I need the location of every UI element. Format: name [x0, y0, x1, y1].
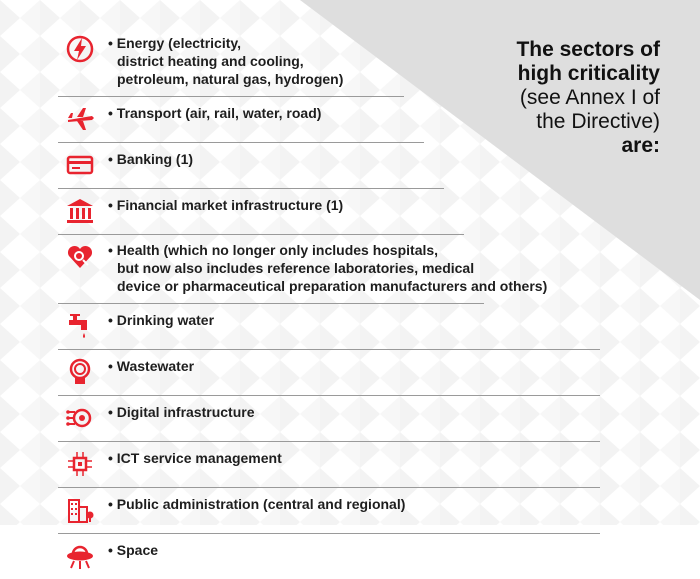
sector-text [102, 449, 282, 467]
airplane-icon [58, 104, 102, 134]
sector-text-line: • Banking (1) [108, 151, 194, 167]
sector-text-line: • Wastewater [108, 358, 195, 374]
sector-text [102, 34, 343, 88]
heading-line-2: high criticality [517, 62, 660, 85]
heading-line-1: The sectors of [516, 38, 660, 61]
sector-text-line: but now also includes reference laboratories, medical [117, 260, 475, 276]
sector-text [102, 241, 547, 295]
sector-text-line: • Financial market infrastructure (1) [108, 197, 344, 213]
sector-text [102, 150, 193, 168]
heading-line-3: (see Annex I of [519, 86, 660, 109]
heading-line-5: are: [621, 134, 660, 157]
sector-text-line: • Drinking water [108, 312, 215, 328]
sector-text [102, 104, 321, 122]
sector-text [102, 311, 214, 329]
sector-text-line: district heating and cooling, [117, 53, 304, 69]
sector-text-line: device or pharmaceutical preparation manufacturers and others) [117, 278, 548, 294]
city-buildings-icon [58, 495, 102, 525]
sector-text [102, 196, 343, 214]
sector-list [58, 30, 618, 579]
sector-row [58, 304, 618, 349]
sector-row [58, 396, 618, 441]
sector-text-line: • Digital infrastructure [108, 404, 255, 420]
sector-row [58, 189, 618, 234]
credit-card-icon [58, 150, 102, 180]
energy-icon [58, 34, 102, 64]
sector-row [58, 97, 618, 142]
sector-row [58, 143, 618, 188]
sector-text-line: • Space [108, 542, 159, 558]
chip-icon [58, 449, 102, 479]
sector-text-line: • Health (which no longer only includes hospitals, [108, 242, 439, 258]
sector-text-line: • Public administration (central and regional) [108, 496, 406, 512]
sector-row [58, 350, 618, 395]
sector-row [58, 534, 618, 579]
wastewater-pipe-icon [58, 357, 102, 387]
sector-row [58, 488, 618, 533]
digital-network-icon [58, 403, 102, 433]
sector-row [58, 30, 618, 96]
bank-building-icon [58, 196, 102, 226]
sector-text [102, 403, 254, 421]
health-heart-icon [58, 241, 102, 271]
sector-text-line: • Energy (electricity, [108, 35, 242, 51]
sector-text-line: • ICT service management [108, 450, 282, 466]
sector-text [102, 357, 194, 375]
sector-row [58, 442, 618, 487]
sector-row [58, 235, 618, 303]
satellite-ufo-icon [58, 541, 102, 571]
sector-text [102, 495, 405, 513]
sector-text [102, 541, 158, 559]
sector-text-line: petroleum, natural gas, hydrogen) [117, 71, 344, 87]
sector-text-line: • Transport (air, rail, water, road) [108, 105, 322, 121]
heading-line-4: the Directive) [536, 110, 660, 133]
water-tap-icon [58, 311, 102, 341]
